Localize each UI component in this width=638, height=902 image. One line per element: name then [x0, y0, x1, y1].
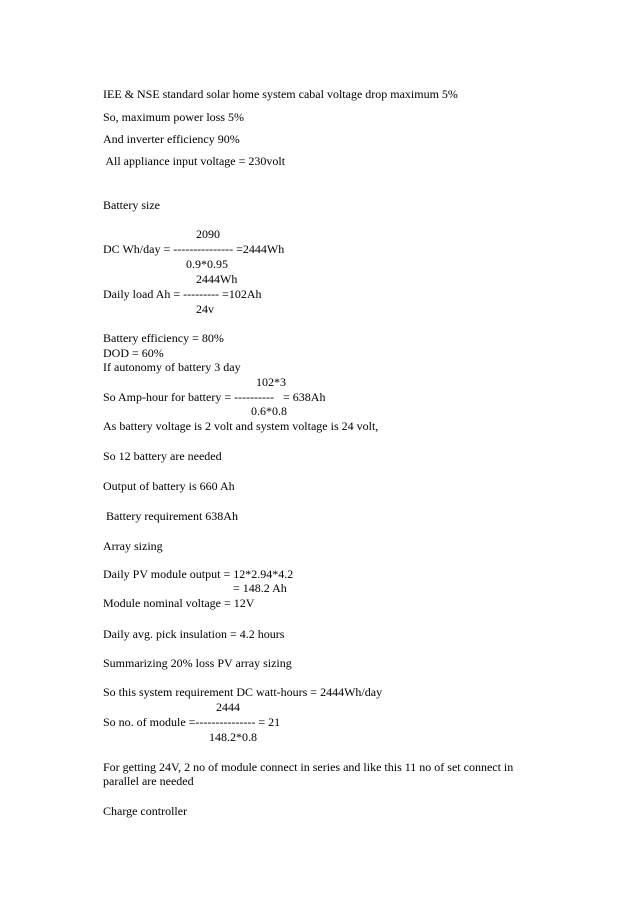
insulation-line: Daily avg. pick insulation = 4.2 hours — [103, 627, 285, 641]
array-sizing-heading: Array sizing — [103, 539, 163, 553]
dod-line: DOD = 60% — [103, 346, 164, 360]
module-count-equation: So no. of module =--------------- = 21 — [103, 715, 281, 729]
intro-voltage-line: All appliance input voltage = 230volt — [103, 154, 286, 168]
battery-efficiency-line: Battery efficiency = 80% — [103, 331, 224, 345]
intro-power-loss-line: So, maximum power loss 5% — [103, 110, 244, 124]
pv-output-equation: Daily PV module output = 12*2.94*4.2 — [103, 567, 294, 581]
amp-hour-denominator: 0.6*0.8 — [251, 404, 287, 418]
module-count-numerator: 2444 — [216, 700, 240, 714]
module-voltage-line: Module nominal voltage = 12V — [103, 596, 255, 610]
series-parallel-line-1: For getting 24V, 2 no of module connect in series and like this 11 no of set connect in — [103, 760, 514, 774]
intro-standard-line: IEE & NSE standard solar home system cabal voltage drop maximum 5% — [103, 87, 458, 101]
dc-wh-numerator: 2090 — [196, 227, 220, 241]
amp-hour-equation: So Amp-hour for battery = ---------- = 638Ah — [103, 390, 326, 404]
intro-inverter-line: And inverter efficiency 90% — [103, 132, 240, 146]
battery-output-line: Output of battery is 660 Ah — [103, 479, 235, 493]
battery-voltage-note: As battery voltage is 2 volt and system voltage is 24 volt, — [103, 419, 379, 433]
daily-load-denominator: 24v — [196, 302, 214, 316]
dc-requirement-line: So this system requirement DC watt-hours = 2444Wh/day — [103, 685, 383, 699]
dc-wh-denominator: 0.9*0.95 — [186, 257, 228, 271]
dc-wh-equation: DC Wh/day = --------------- =2444Wh — [103, 242, 285, 256]
daily-load-numerator: 2444Wh — [196, 272, 238, 286]
series-parallel-line-2: parallel are needed — [103, 774, 194, 788]
daily-load-equation: Daily load Ah = --------- =102Ah — [103, 287, 262, 301]
battery-size-heading: Battery size — [103, 198, 160, 212]
autonomy-line: If autonomy of battery 3 day — [103, 360, 241, 374]
module-count-denominator: 148.2*0.8 — [209, 730, 257, 744]
amp-hour-numerator: 102*3 — [256, 375, 286, 389]
loss-summary-line: Summarizing 20% loss PV array sizing — [103, 656, 292, 670]
pv-output-result: = 148.2 Ah — [233, 581, 287, 595]
charge-controller-heading: Charge controller — [103, 804, 188, 818]
battery-count-line: So 12 battery are needed — [103, 449, 222, 463]
battery-requirement-line: Battery requirement 638Ah — [103, 509, 238, 523]
